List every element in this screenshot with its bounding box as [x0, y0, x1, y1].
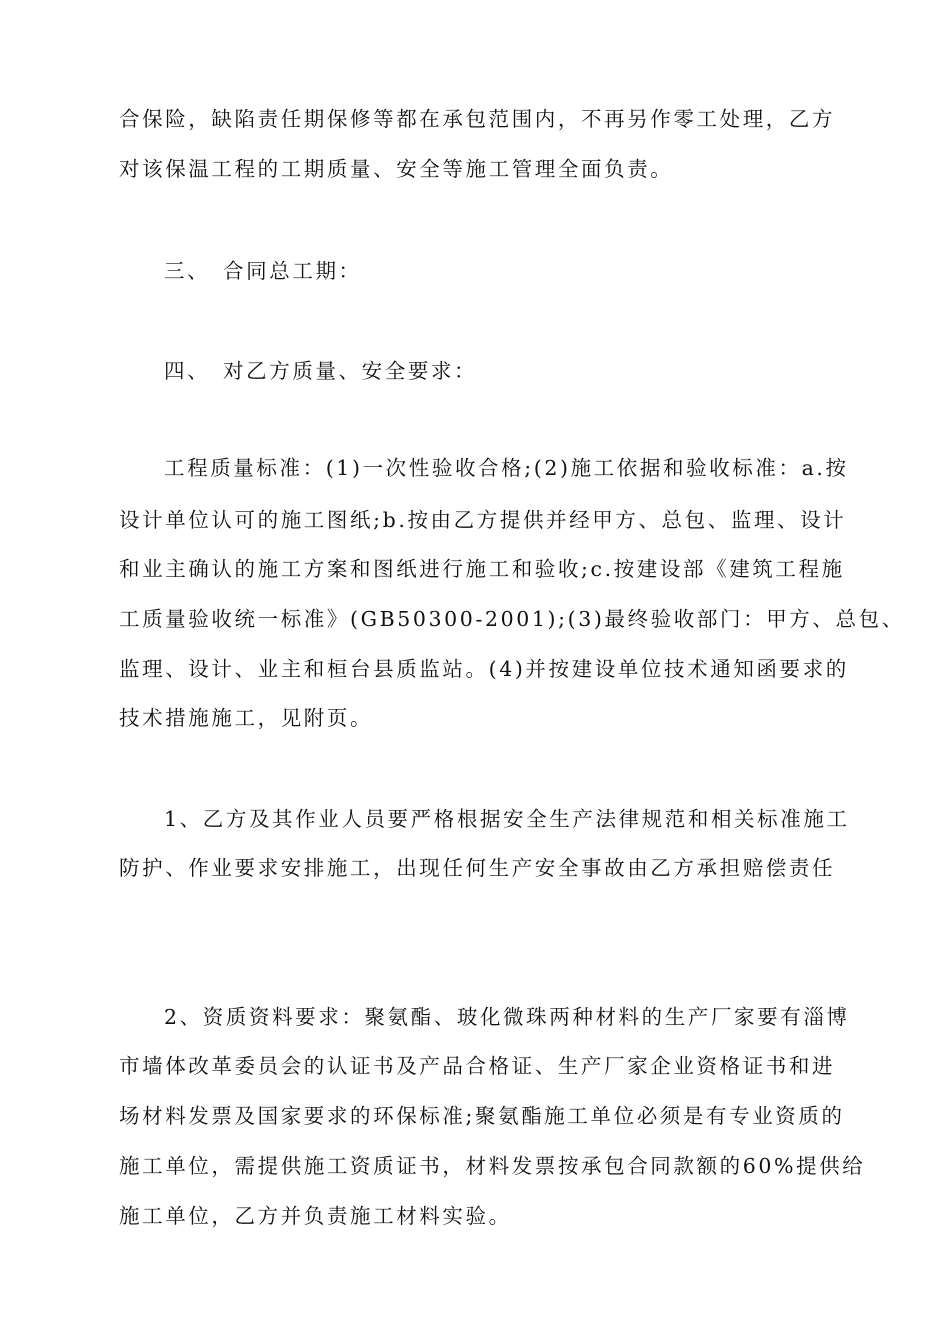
paragraph-line: 对该保温工程的工期质量、安全等施工管理全面负责。	[119, 157, 674, 181]
paragraph-line: 施工单位，需提供施工资质证书，材料发票按承包合同款额的60%提供给	[119, 1154, 866, 1178]
paragraph-line: 场材料发票及国家要求的环保标准;聚氨酯施工单位必须是有专业资质的	[119, 1104, 845, 1128]
section-heading-3: 三、 合同总工期：	[164, 259, 362, 283]
paragraph-line: 合保险，缺陷责任期保修等都在承包范围内，不再另作零工处理，乙方	[119, 107, 836, 131]
section-heading-4: 四、 对乙方质量、安全要求：	[164, 359, 478, 383]
paragraph-line: 市墙体改革委员会的认证书及产品合格证、生产厂家企业资格证书和进	[119, 1054, 836, 1078]
paragraph-line: 和业主确认的施工方案和图纸进行施工和验收;c.按建设部《建筑工程施	[119, 557, 845, 581]
paragraph-line: 技术措施施工，见附页。	[119, 706, 374, 730]
paragraph-line: 防护、作业要求安排施工，出现任何生产安全事故由乙方承担赔偿责任	[119, 856, 836, 880]
paragraph-line: 监理、设计、业主和桓台县质监站。(4)并按建设单位技术通知函要求的	[119, 657, 849, 681]
paragraph-line: 施工单位，乙方并负责施工材料实验。	[119, 1204, 512, 1228]
paragraph-line: 1、乙方及其作业人员要严格根据安全生产法律规范和相关标准施工	[164, 807, 850, 831]
paragraph-line: 工程质量标准：(1)一次性验收合格;(2)施工依据和验收标准：a.按	[164, 456, 849, 480]
paragraph-line: 工质量验收统一标准》(GB50300-2001);(3)最终验收部门：甲方、总包、	[119, 607, 905, 631]
paragraph-line: 设计单位认可的施工图纸;b.按由乙方提供并经甲方、总包、监理、设计	[119, 508, 847, 532]
paragraph-line: 2、资质资料要求：聚氨酯、玻化微珠两种材料的生产厂家要有淄博	[164, 1005, 850, 1029]
